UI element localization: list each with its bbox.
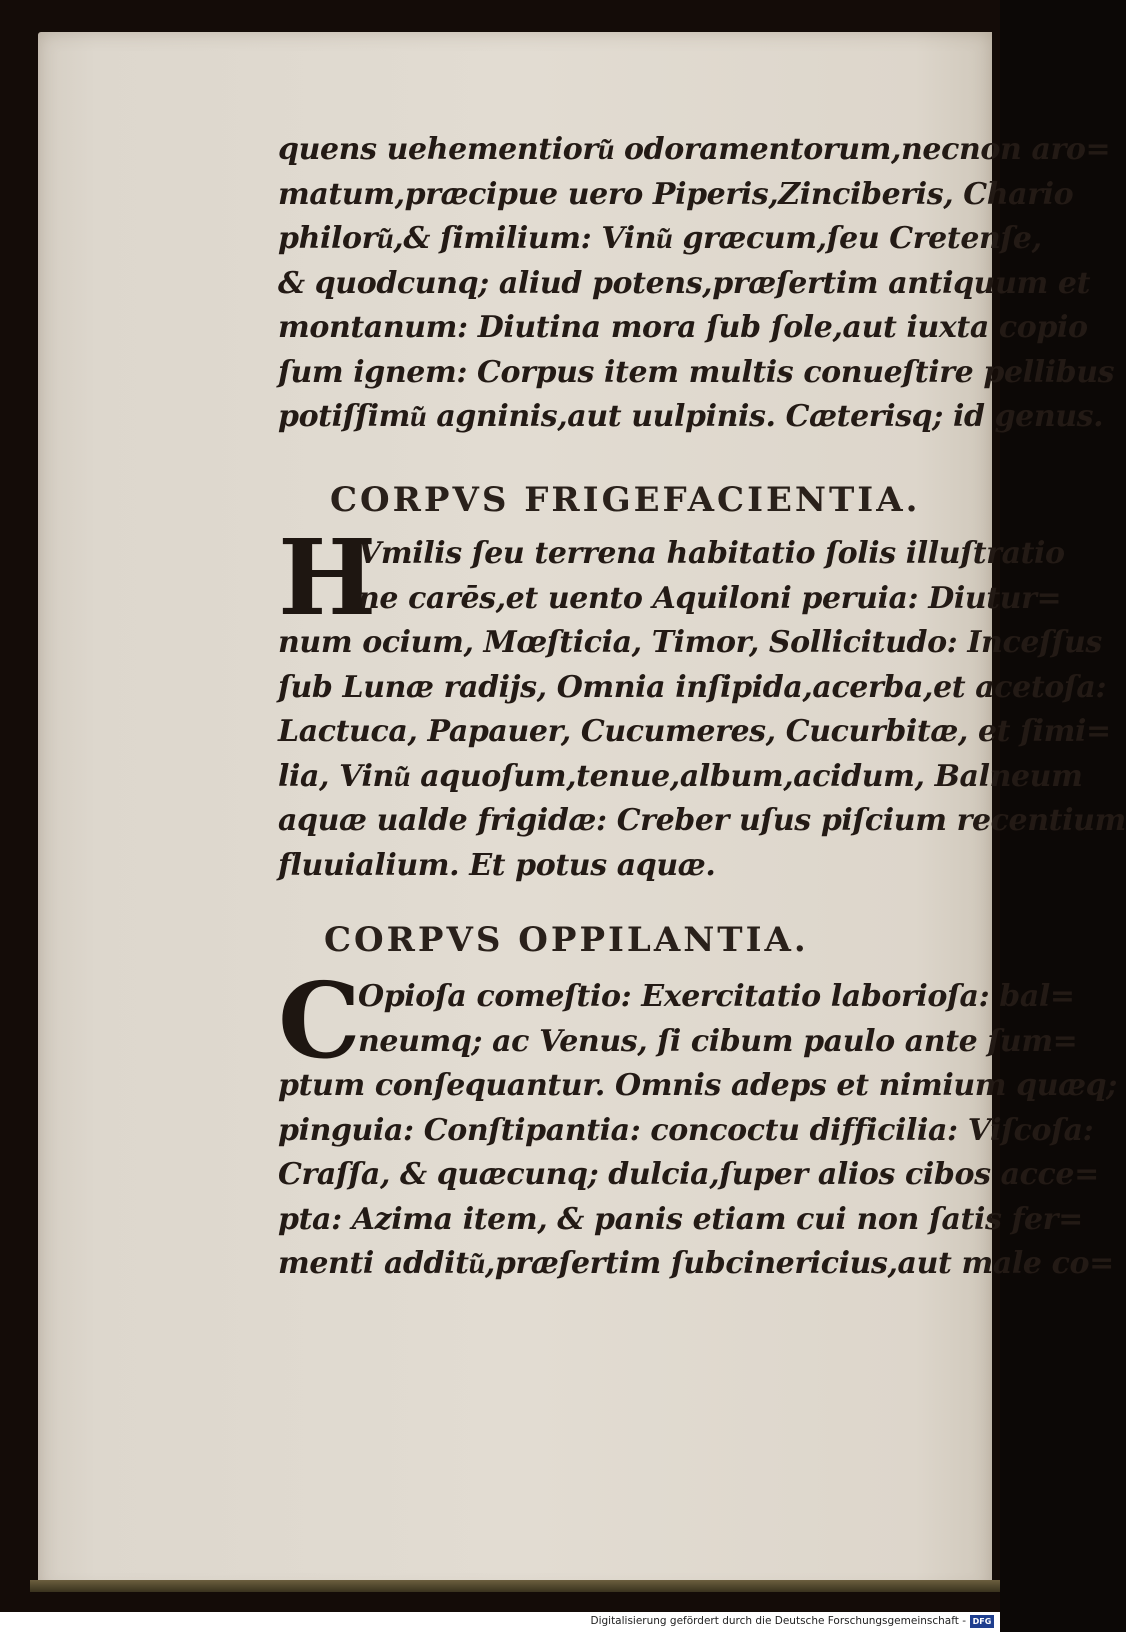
text-line: neumq; ac Venus, ſi cibum paulo ante ſum= <box>358 1023 1078 1059</box>
text-line: montanum: Diutina mora ſub ſole,aut iuxta copio <box>278 310 1088 345</box>
text-line: potiſſimu͂ agninis,aut uulpinis. Cæterisq; id genus. <box>278 399 1104 434</box>
drop-cap: H <box>278 516 377 639</box>
text-line: Lactuca, Papauer, Cucumeres, Cucurbitæ, et ſimi= <box>278 714 1111 749</box>
paragraph-3 <box>278 959 1117 1287</box>
text-line: ne carēs,et uento Aquiloni peruia: Diutur= <box>358 580 1062 616</box>
paragraph-2 <box>278 516 1126 888</box>
text-line: fluuialium. Et potus aquæ. <box>278 847 716 883</box>
paragraph-1 <box>278 128 1115 440</box>
text-line: pinguia: Conſtipantia: concoctu difficilia: Viſcoſa: <box>278 1112 1094 1148</box>
text-line: Opioſa comeſtio: Exercitatio laborioſa: bal= <box>358 979 1075 1014</box>
text-line: menti additu͂,præſertim ſubcinericius,aut male co= <box>278 1246 1114 1281</box>
dfg-logo: DFG <box>970 1615 994 1628</box>
text-line: & quodcunq; aliud potens,præſertim antiquum et <box>278 265 1091 301</box>
text-line: ptum conſequantur. Omnis adeps et nimium quæq; <box>278 1068 1117 1103</box>
text-line: pta: Azima item, & panis etiam cui non ſatis fer= <box>278 1201 1083 1237</box>
footer-bar <box>0 1612 1000 1632</box>
text-line: num ocium, Mœſticia, Timor, Sollicitudo: Inceſſus <box>278 625 1102 660</box>
text-line: quens uehementioru͂ odoramentorum,necnon aro= <box>278 132 1111 167</box>
text-line: ſum ignem: Corpus item multis conueſtire pellibus <box>278 354 1115 390</box>
text-line: ſub Lunæ radijs, Omnia inſipida,acerba,et acetoſa: <box>278 669 1107 705</box>
text-line: Vmilis ſeu terrena habitatio ſolis illuſtratio <box>358 536 1065 571</box>
section-heading-oppilantia: CORPVS OPPILANTIA. <box>324 920 809 960</box>
text-line: aquæ ualde frigidæ: Creber uſus piſcium recentium <box>278 803 1126 838</box>
section-heading-frigefacientia: CORPVS FRIGEFACIENTIA. <box>330 480 921 520</box>
funding-notice: Digitalisierung gefördert durch die Deutsche Forschungsgemeinschaft - <box>590 1615 966 1627</box>
drop-cap: C <box>278 959 361 1082</box>
text-line: lia, Vinu͂ aquoſum,tenue,album,acidum, Balneum <box>278 758 1083 794</box>
page-edge <box>30 1580 1000 1592</box>
text-line: Craſſa, & quæcunq; dulcia,ſuper alios cibos acce= <box>278 1157 1099 1192</box>
text-line: matum,præcipue uero Piperis,Zinciberis, Chario <box>278 176 1074 212</box>
text-line: philoru͂,& ſimilium: Vinu͂ græcum,ſeu Cretenſe, <box>278 221 1042 256</box>
